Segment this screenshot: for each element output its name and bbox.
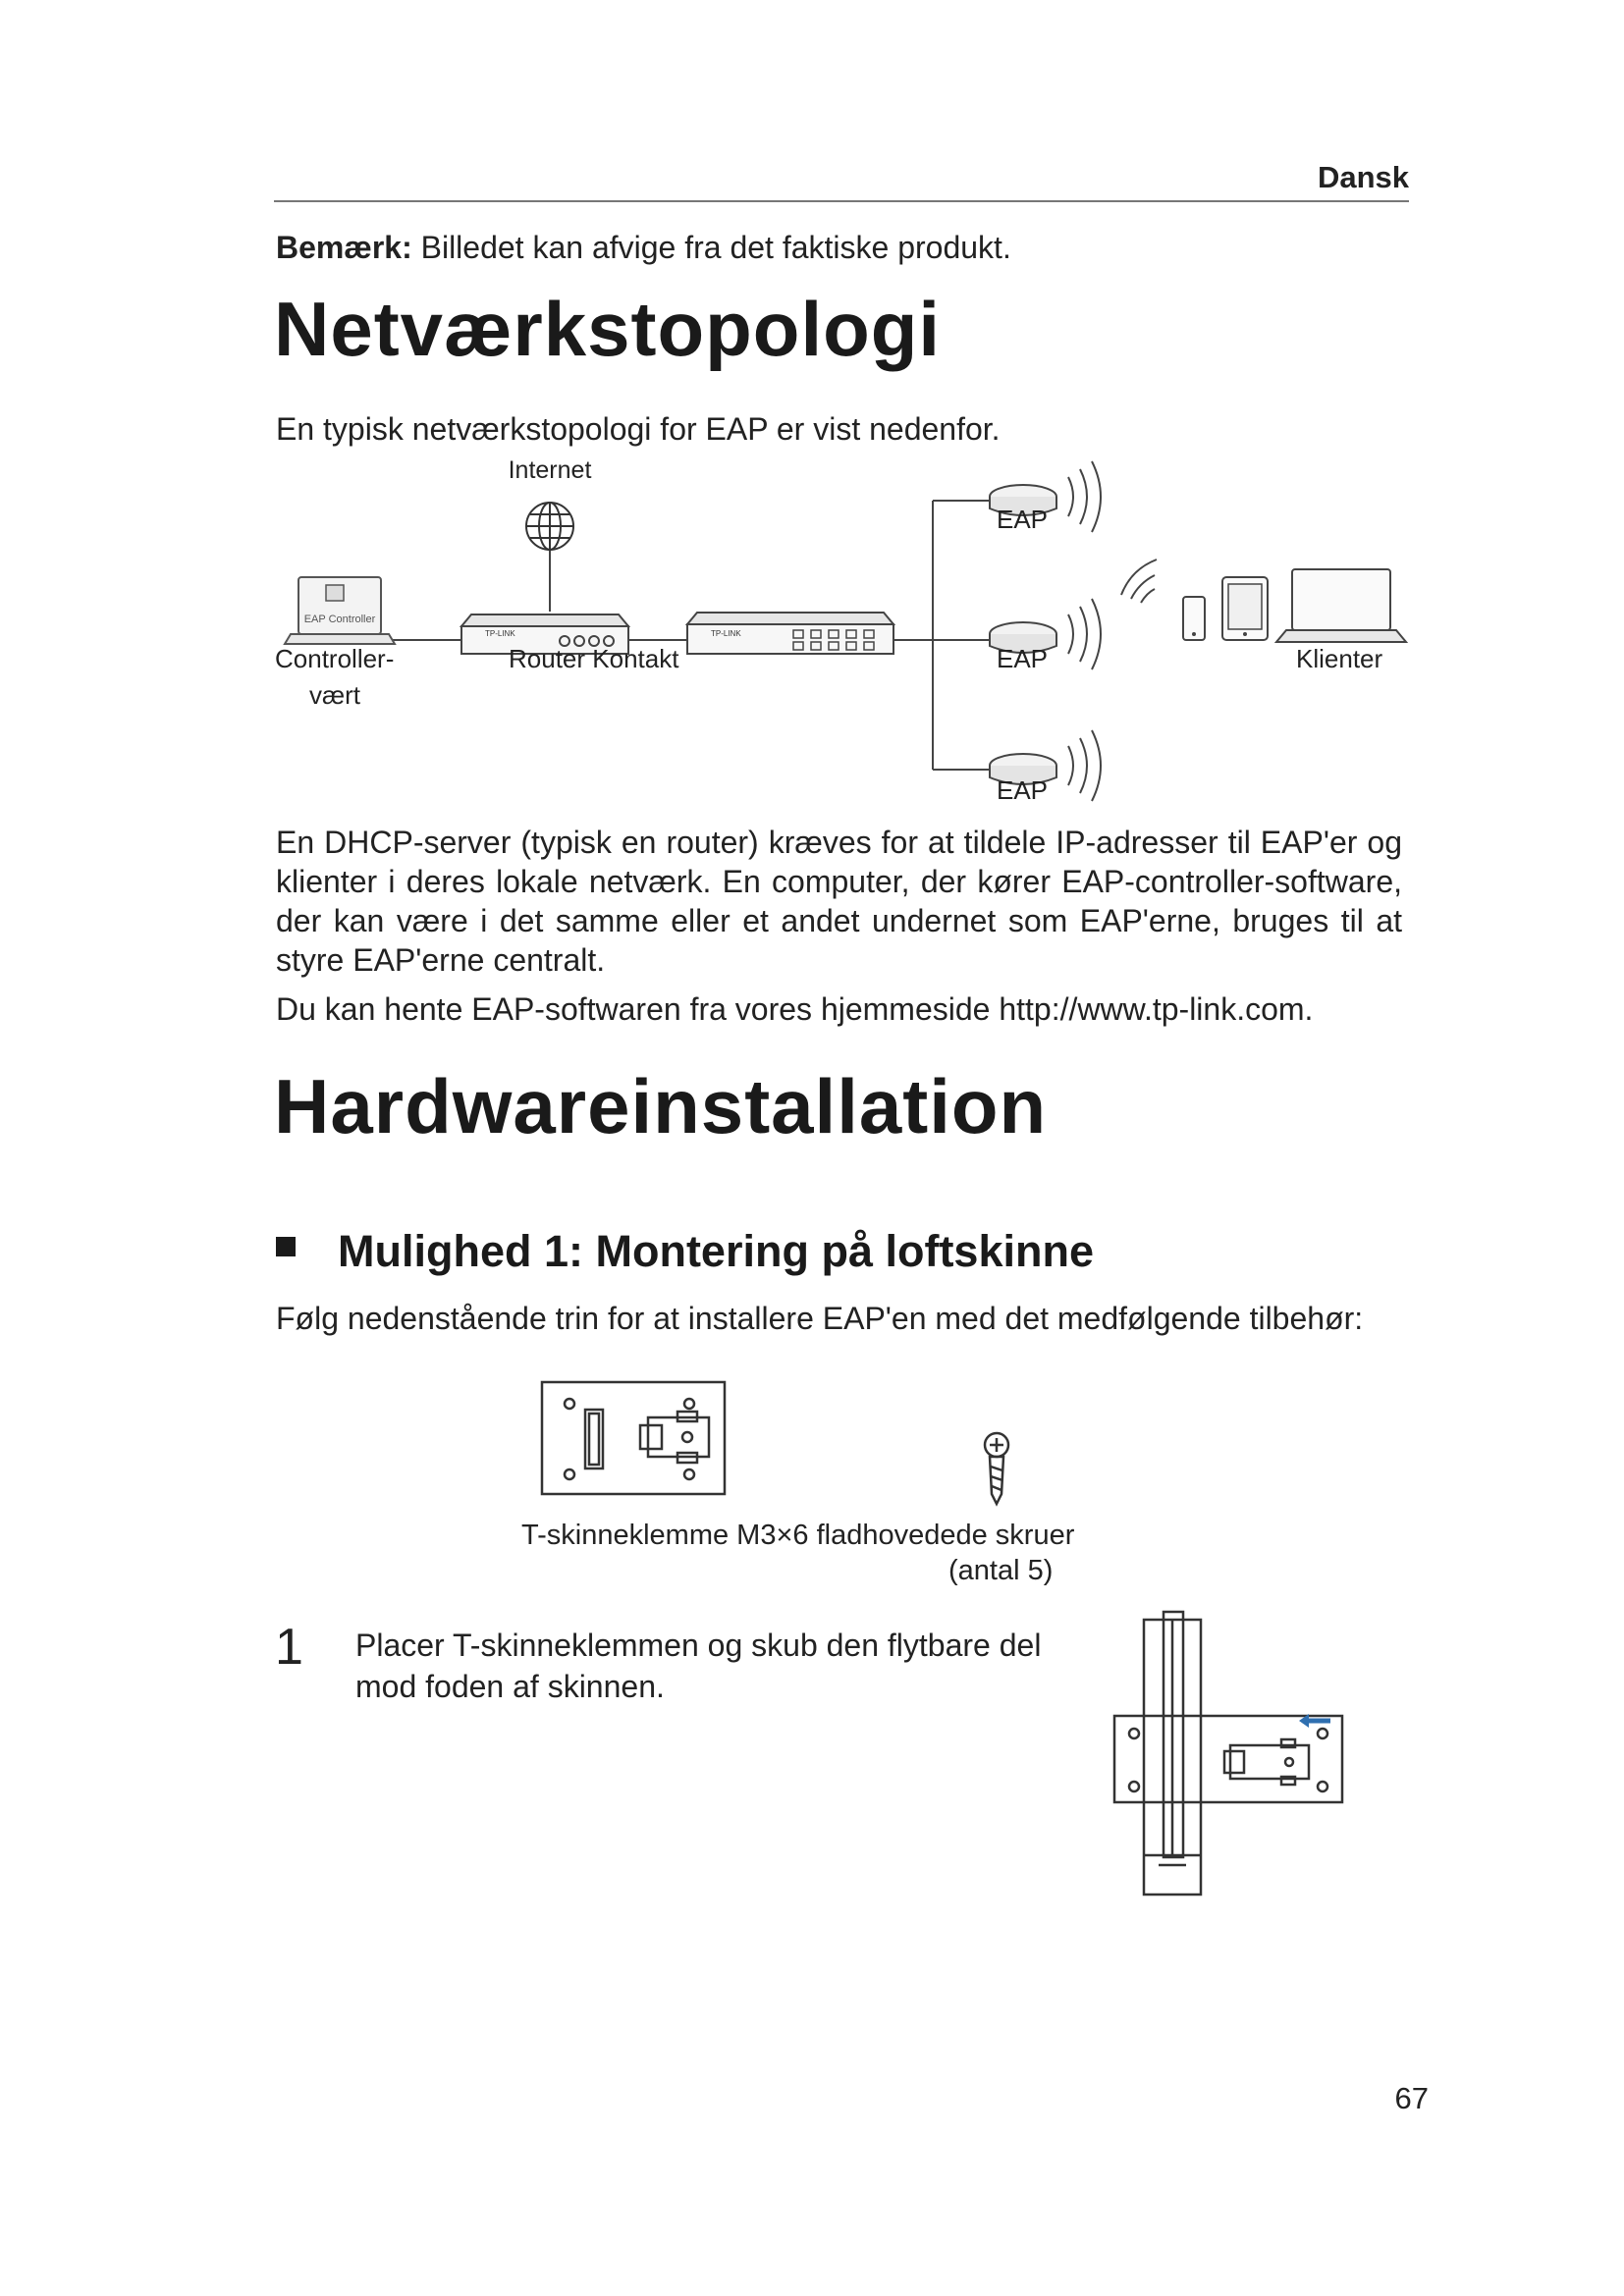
- controller-label-line1: Controller-: [275, 644, 395, 673]
- t-rail-clip-icon: [542, 1382, 725, 1494]
- section-title-hardware: Hardwareinstallation: [274, 1063, 1048, 1149]
- clients-label: Klienter: [1296, 644, 1383, 673]
- page-number: 67: [1394, 2081, 1429, 2115]
- download-line: Du kan hente EAP-softwaren fra vores hjemmeside http://www.tp-link.com.: [276, 991, 1314, 1027]
- screw-icon: [985, 1433, 1008, 1504]
- rail-clip-illustration: [1105, 1610, 1360, 1904]
- note-label: Bemærk:: [276, 230, 412, 265]
- tablet-icon: [1222, 577, 1268, 640]
- wifi-signal-icon: [1121, 560, 1157, 603]
- controller-label-line2: vært: [309, 680, 360, 710]
- eap-label-1: EAP: [997, 505, 1049, 534]
- option-title: Mulighed 1: Montering på loftskinne: [338, 1226, 1094, 1276]
- section-title-topology: Netværkstopologi: [274, 286, 942, 372]
- step-number: 1: [275, 1619, 303, 1676]
- accessory-caption: T-skinneklemme M3×6 fladhovedede skruer: [521, 1520, 1075, 1551]
- internet-label: Internet: [508, 456, 592, 484]
- header-rule: [274, 200, 1409, 202]
- router-brand: TP-LINK: [485, 629, 515, 638]
- eap-label-2: EAP: [997, 644, 1049, 673]
- bullet-square-icon: [276, 1237, 296, 1256]
- screw-quantity: (antal 5): [948, 1555, 1054, 1586]
- note-text: Billedet kan afvige fra det faktiske produkt.: [411, 230, 1011, 265]
- step-text: Placer T-skinneklemmen og skub den flytbare del mod foden af skinnen.: [355, 1628, 1042, 1704]
- laptop-icon: [1276, 569, 1406, 642]
- network-topology-diagram: [265, 450, 1424, 823]
- topology-intro: En typisk netværkstopologi for EAP er vist nedenfor.: [276, 411, 1001, 447]
- switch-brand: TP-LINK: [711, 629, 741, 638]
- instruction-text: Følg nedenstående trin for at installere EAP'en med det medfølgende tilbehør:: [276, 1301, 1364, 1336]
- language-label: Dansk: [1317, 160, 1409, 194]
- router-switch-label: Router Kontakt: [509, 644, 679, 673]
- eap-label-3: EAP: [997, 775, 1049, 805]
- note-line: [276, 230, 1011, 266]
- smartphone-icon: [1183, 597, 1205, 640]
- dhcp-paragraph: En DHCP-server (typisk en router) kræves for at tildele IP-adresser til EAP'er og klienter i deres lokale netværk. En computer, der kører EAP-controller-software, der kan være i det samme eller et andet undernet som EAP'erne, bruges til at styre EAP'erne centralt.: [276, 825, 1402, 978]
- controller-laptop-icon: [285, 577, 395, 644]
- globe-icon: [526, 503, 573, 550]
- accessories-illustration: [530, 1374, 1021, 1512]
- controller-screen-text: EAP Controller: [303, 614, 376, 625]
